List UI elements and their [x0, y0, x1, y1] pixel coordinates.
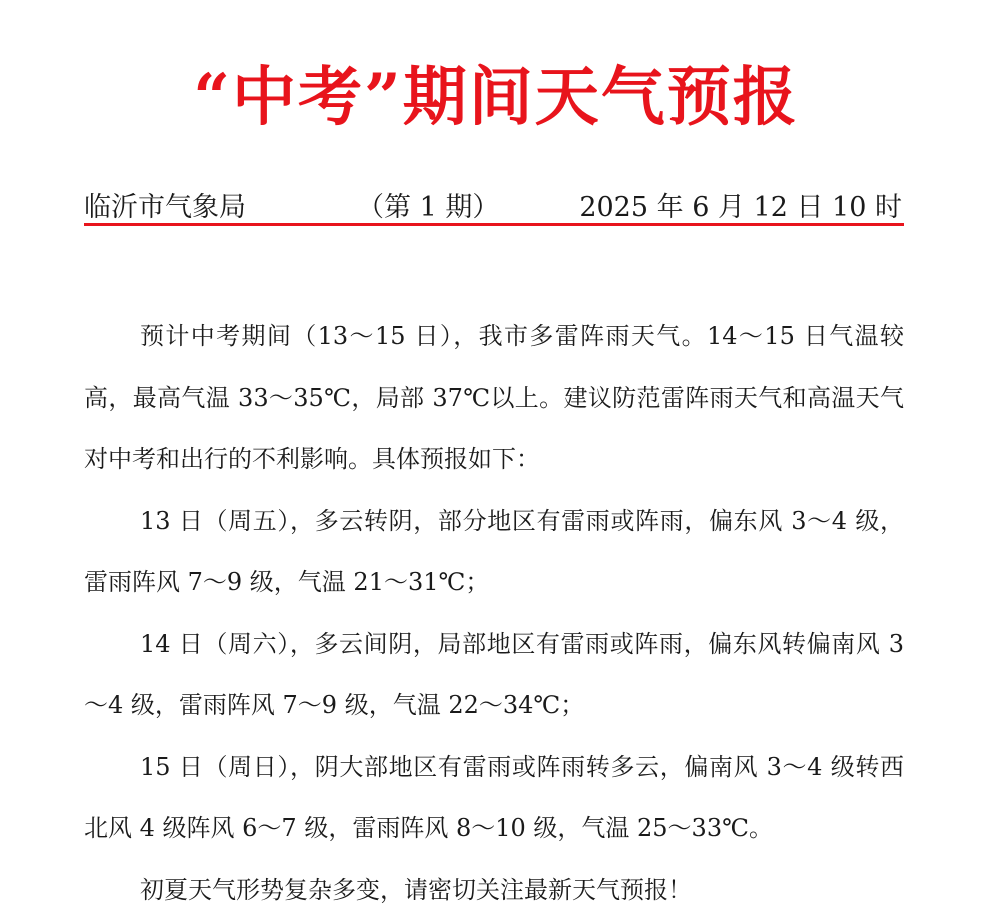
document-title: “中考”期间天气预报 — [0, 58, 992, 138]
forecast-body — [84, 306, 904, 921]
forecast-day-13: 13 日（周五），多云转阴，部分地区有雷雨或阵雨，偏东风 3～4 级，雷雨阵风 7～9 级，气温 21～31℃； — [84, 491, 904, 614]
red-divider-line — [84, 223, 904, 226]
issuer-name: 临沂市气象局 — [84, 188, 246, 228]
intro-paragraph: 预计中考期间（13～15 日），我市多雷阵雨天气。14～15 日气温较高，最高气温 33～35℃，局部 37℃以上。建议防范雷阵雨天气和高温天气对中考和出行的不利影响。具体预报如下： — [84, 306, 904, 491]
issue-number: （第 1 期） — [357, 188, 499, 228]
masthead — [84, 188, 902, 228]
issue-date: 2025 年 6 月 12 日 10 时 — [579, 188, 902, 228]
forecast-day-14: 14 日（周六），多云间阴，局部地区有雷雨或阵雨，偏东风转偏南风 3～4 级，雷雨阵风 7～9 级，气温 22～34℃； — [84, 614, 904, 737]
closing-paragraph: 初夏天气形势复杂多变，请密切关注最新天气预报！ — [84, 860, 904, 921]
forecast-day-15: 15 日（周日），阴大部地区有雷雨或阵雨转多云，偏南风 3～4 级转西北风 4 级阵风 6～7 级，雷雨阵风 8～10 级，气温 25～33℃。 — [84, 737, 904, 860]
